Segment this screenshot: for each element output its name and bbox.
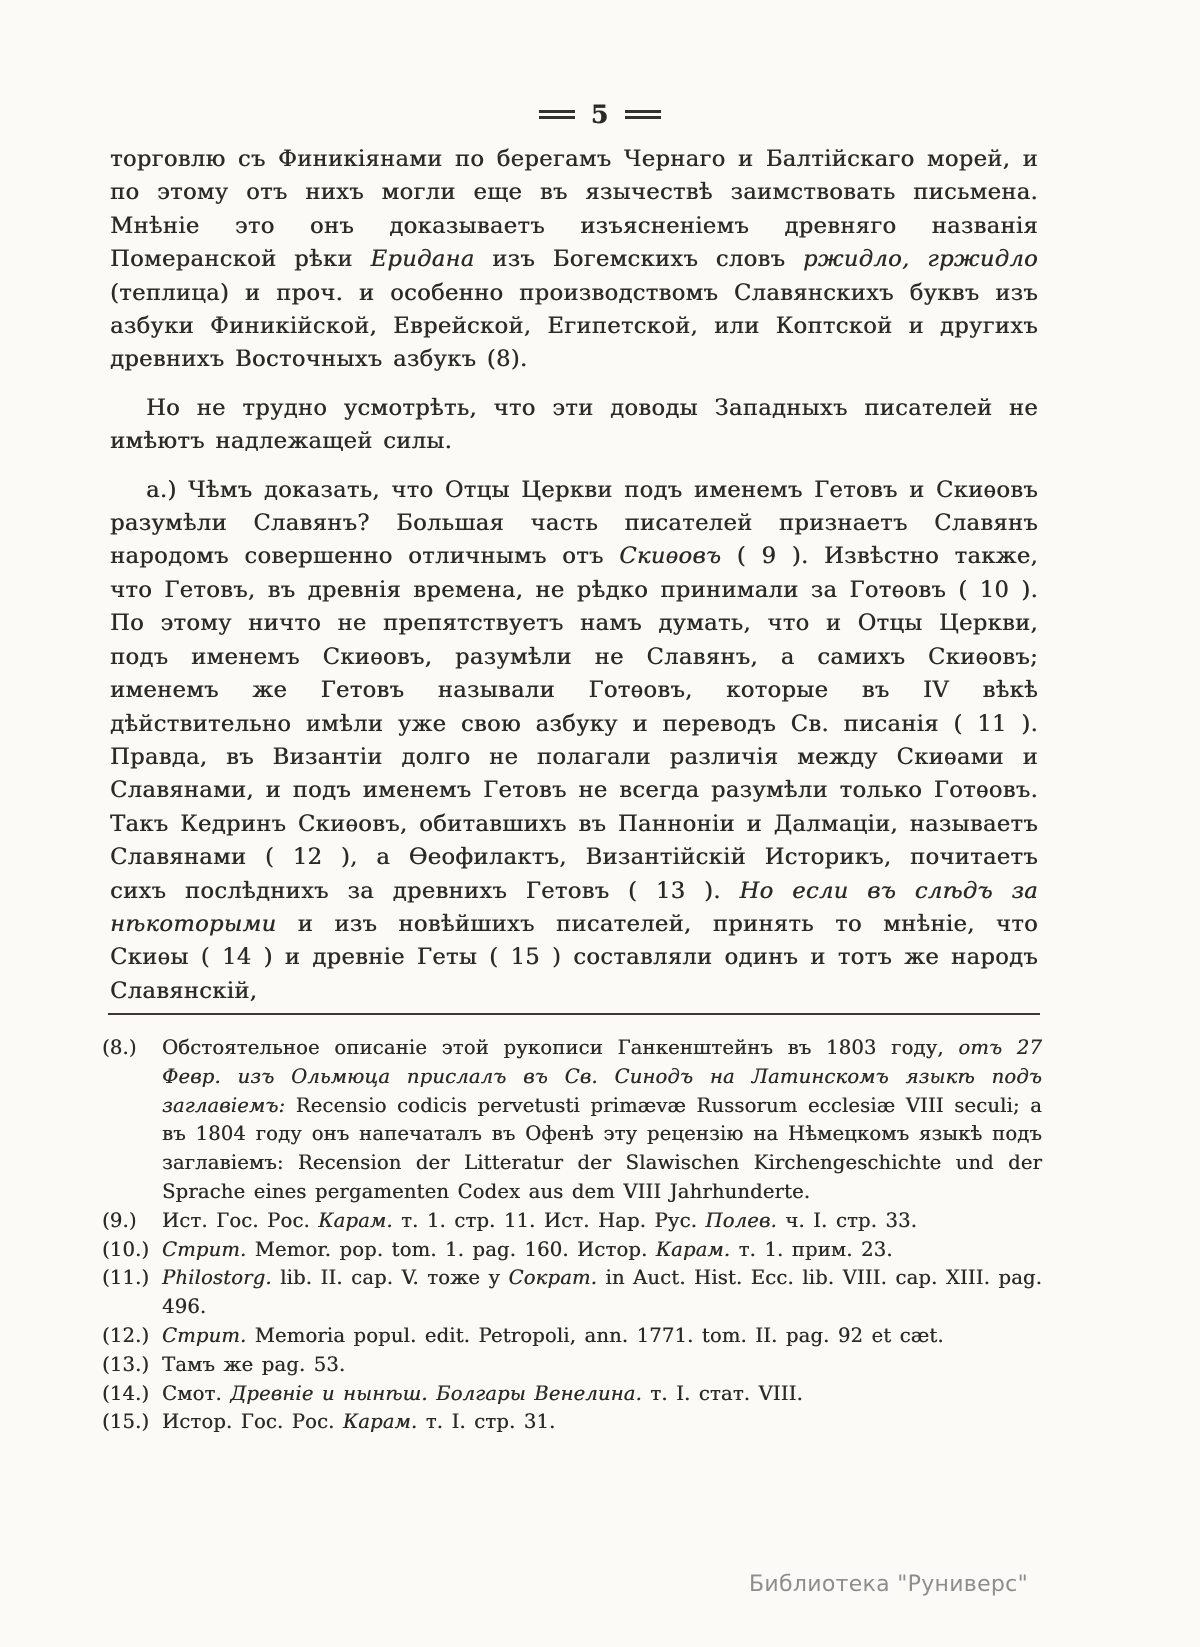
footnote-text (162, 1209, 917, 1232)
italic-text-run: Карам. (342, 1410, 418, 1434)
footnote-label: (10.) (102, 1237, 150, 1261)
italic-text-run: Полев. (705, 1208, 777, 1232)
page-header (0, 100, 1200, 129)
double-dash-left-icon (539, 110, 575, 119)
text-run: (теплица) и проч. и особенно производствомъ Славянскихъ буквъ изъ азбуки Финикійской, Еврейской, Египетской, или Коптской и другихъ древнихъ Восточныхъ азбукъ (8). (110, 279, 1038, 373)
text-run: Memor. pop. tom. 1. pag. 160. Истор. (246, 1237, 656, 1261)
text-run: а.) Чѣмъ доказать, что Отцы Церкви подъ именемъ Гетовъ и Скиѳовъ разумѣли Славянъ? Большая часть писателей признаетъ Славянъ народомъ совершенно отличнымъ отъ (110, 476, 1038, 570)
footnote-label: (15.) (102, 1410, 150, 1434)
text-run: Recensio codicis pervetusti primævæ Russorum ecclesiæ VIII seculi; а въ 1804 году онъ напечаталъ въ Офенѣ эту рецензію на Нѣмецкомъ языкѣ подъ заглавіемъ: Recension der Litteratur der Slawischen Kirchengeschichte und der Sprache eines pergamenten Codex aus dem VIII Jahrhunderte. (162, 1093, 1042, 1203)
text-run: т. 1. прим. 23. (730, 1237, 893, 1261)
text-run: ( 9 ). Извѣстно также, что Гетовъ, въ древнія времена, не рѣдко принимали за Готѳовъ ( 10 ). По этому ничто не препятствуетъ намъ думать, что и Отцы Церкви, подъ именемъ Скиѳовъ, разумѣли не Славянъ, а самихъ Скиѳовъ; именемъ же Гетовъ называли Готѳовъ, которые въ IV вѣкѣ дѣйствительно имѣли уже свою азбуку и переводъ Св. писанія ( 11 ). Правда, въ Византіи долго не полагали различія между Скиѳами и Славянами, и подъ именемъ Гетовъ не всегда разумѣли только Готѳовъ. Такъ Кедринъ Скиѳовъ, обитавшихъ въ Панноніи и Далмаціи, называетъ Славянами ( 12 ), а Ѳеофилактъ, Византійскій Историкъ, почитаетъ сихъ послѣднихъ за древнихъ Гетовъ ( 13 ). (110, 543, 1039, 904)
footnote-text (162, 1266, 1042, 1318)
paragraph (110, 474, 1038, 1009)
footnote (102, 1034, 1042, 1207)
footnote-text (162, 1410, 555, 1433)
footnote-label: (14.) (102, 1381, 150, 1405)
italic-text-run: Сократ. (508, 1266, 598, 1290)
text-run: т. I. стр. 31. (417, 1410, 556, 1434)
text-run: т. 1. стр. 11. Ист. Нар. Рус. (392, 1208, 706, 1232)
italic-text-run: отъ 27 Февр. изъ Ольмюца прислалъ въ Св. Синодъ на Латинскомъ языкѣ подъ заглавіемъ: (162, 1036, 1042, 1117)
footnote (102, 1264, 1042, 1322)
text-run: Memoria popul. edit. Petropoli, ann. 1771. tom. II. pag. 92 et cæt. (246, 1323, 944, 1347)
text-run: ч. I. стр. 33. (776, 1208, 918, 1232)
italic-text-run: Карам. (655, 1237, 731, 1261)
text-run: Смот. (162, 1381, 231, 1405)
footnotes-block (102, 1034, 1042, 1437)
footnote-label: (12.) (102, 1323, 150, 1347)
main-text-block (110, 143, 1038, 1008)
italic-text-run: Карам. (318, 1208, 393, 1232)
text-run: и изъ новѣйшихъ писателей, принять то мнѣніе, что Скиѳы ( 14 ) и древніе Геты ( 15 ) составляли одинъ и тотъ же народъ Славянскій, (110, 910, 1038, 1004)
footnote-text (162, 1382, 803, 1405)
paragraph (110, 392, 1038, 459)
italic-text-run: Еридана (370, 246, 475, 273)
footnote-label: (9.) (102, 1208, 137, 1232)
text-run: изъ Богемскихъ словъ (474, 246, 803, 273)
footnote-label: (8.) (102, 1036, 137, 1059)
footnote-label: (11.) (102, 1266, 150, 1290)
text-run: Ист. Гос. Рос. (162, 1208, 319, 1232)
library-watermark: Библиотека "Руниверс" (749, 1572, 1028, 1597)
footnote (102, 1236, 1042, 1265)
footnote (102, 1207, 1042, 1236)
text-run: lib. II. cap. V. тоже у (271, 1266, 509, 1290)
italic-text-run: Стрит. (162, 1323, 247, 1347)
text-run: Обстоятельное описаніе этой рукописи Ганкенштейнъ въ 1803 году, (162, 1036, 959, 1059)
footnote (102, 1408, 1042, 1437)
italic-text-run: Стрит. (162, 1237, 247, 1261)
footnote-divider (108, 1013, 1040, 1015)
text-run: т. I. стат. VIII. (641, 1381, 803, 1405)
text-run: Тамъ же pag. 53. (162, 1352, 346, 1376)
paragraph (110, 143, 1038, 377)
footnote-text (162, 1238, 893, 1261)
italic-text-run: Древніе и нынѣш. Болгары Венелина. (230, 1381, 642, 1405)
text-run: Но не трудно усмотрѣть, что эти доводы Западныхъ писателей не имѣютъ надлежащей силы. (110, 394, 1038, 455)
double-dash-right-icon (625, 110, 661, 119)
italic-text-run: ржидло, гржидло (802, 246, 1039, 273)
text-run: торговлю съ Финикіянами по берегамъ Чернаго и Балтійскаго морей, и по этому отъ нихъ могли еще въ язычествѣ заимствовать письмена. Мнѣніе это онъ доказываетъ изъясненіемъ древняго названія Померанской рѣки (110, 146, 1038, 273)
italic-text-run: Скиѳовъ (619, 543, 722, 570)
footnote-text (162, 1353, 345, 1376)
text-run: Истор. Гос. Рос. (162, 1410, 343, 1434)
italic-text-run: Но если въ слѣдъ за нѣкоторыми (110, 877, 1038, 937)
italic-text-run: Philostorg. (162, 1266, 272, 1290)
footnote (102, 1322, 1042, 1351)
footnote-text (162, 1324, 944, 1347)
page-number: 5 (590, 100, 610, 129)
text-run: in Auct. Hist. Ecc. lib. VIII. cap. XIII. pag. 496. (162, 1266, 1043, 1319)
footnote (102, 1351, 1042, 1380)
footnote-text (162, 1036, 1042, 1203)
footnote-label: (13.) (102, 1352, 150, 1376)
footnote (102, 1380, 1042, 1409)
